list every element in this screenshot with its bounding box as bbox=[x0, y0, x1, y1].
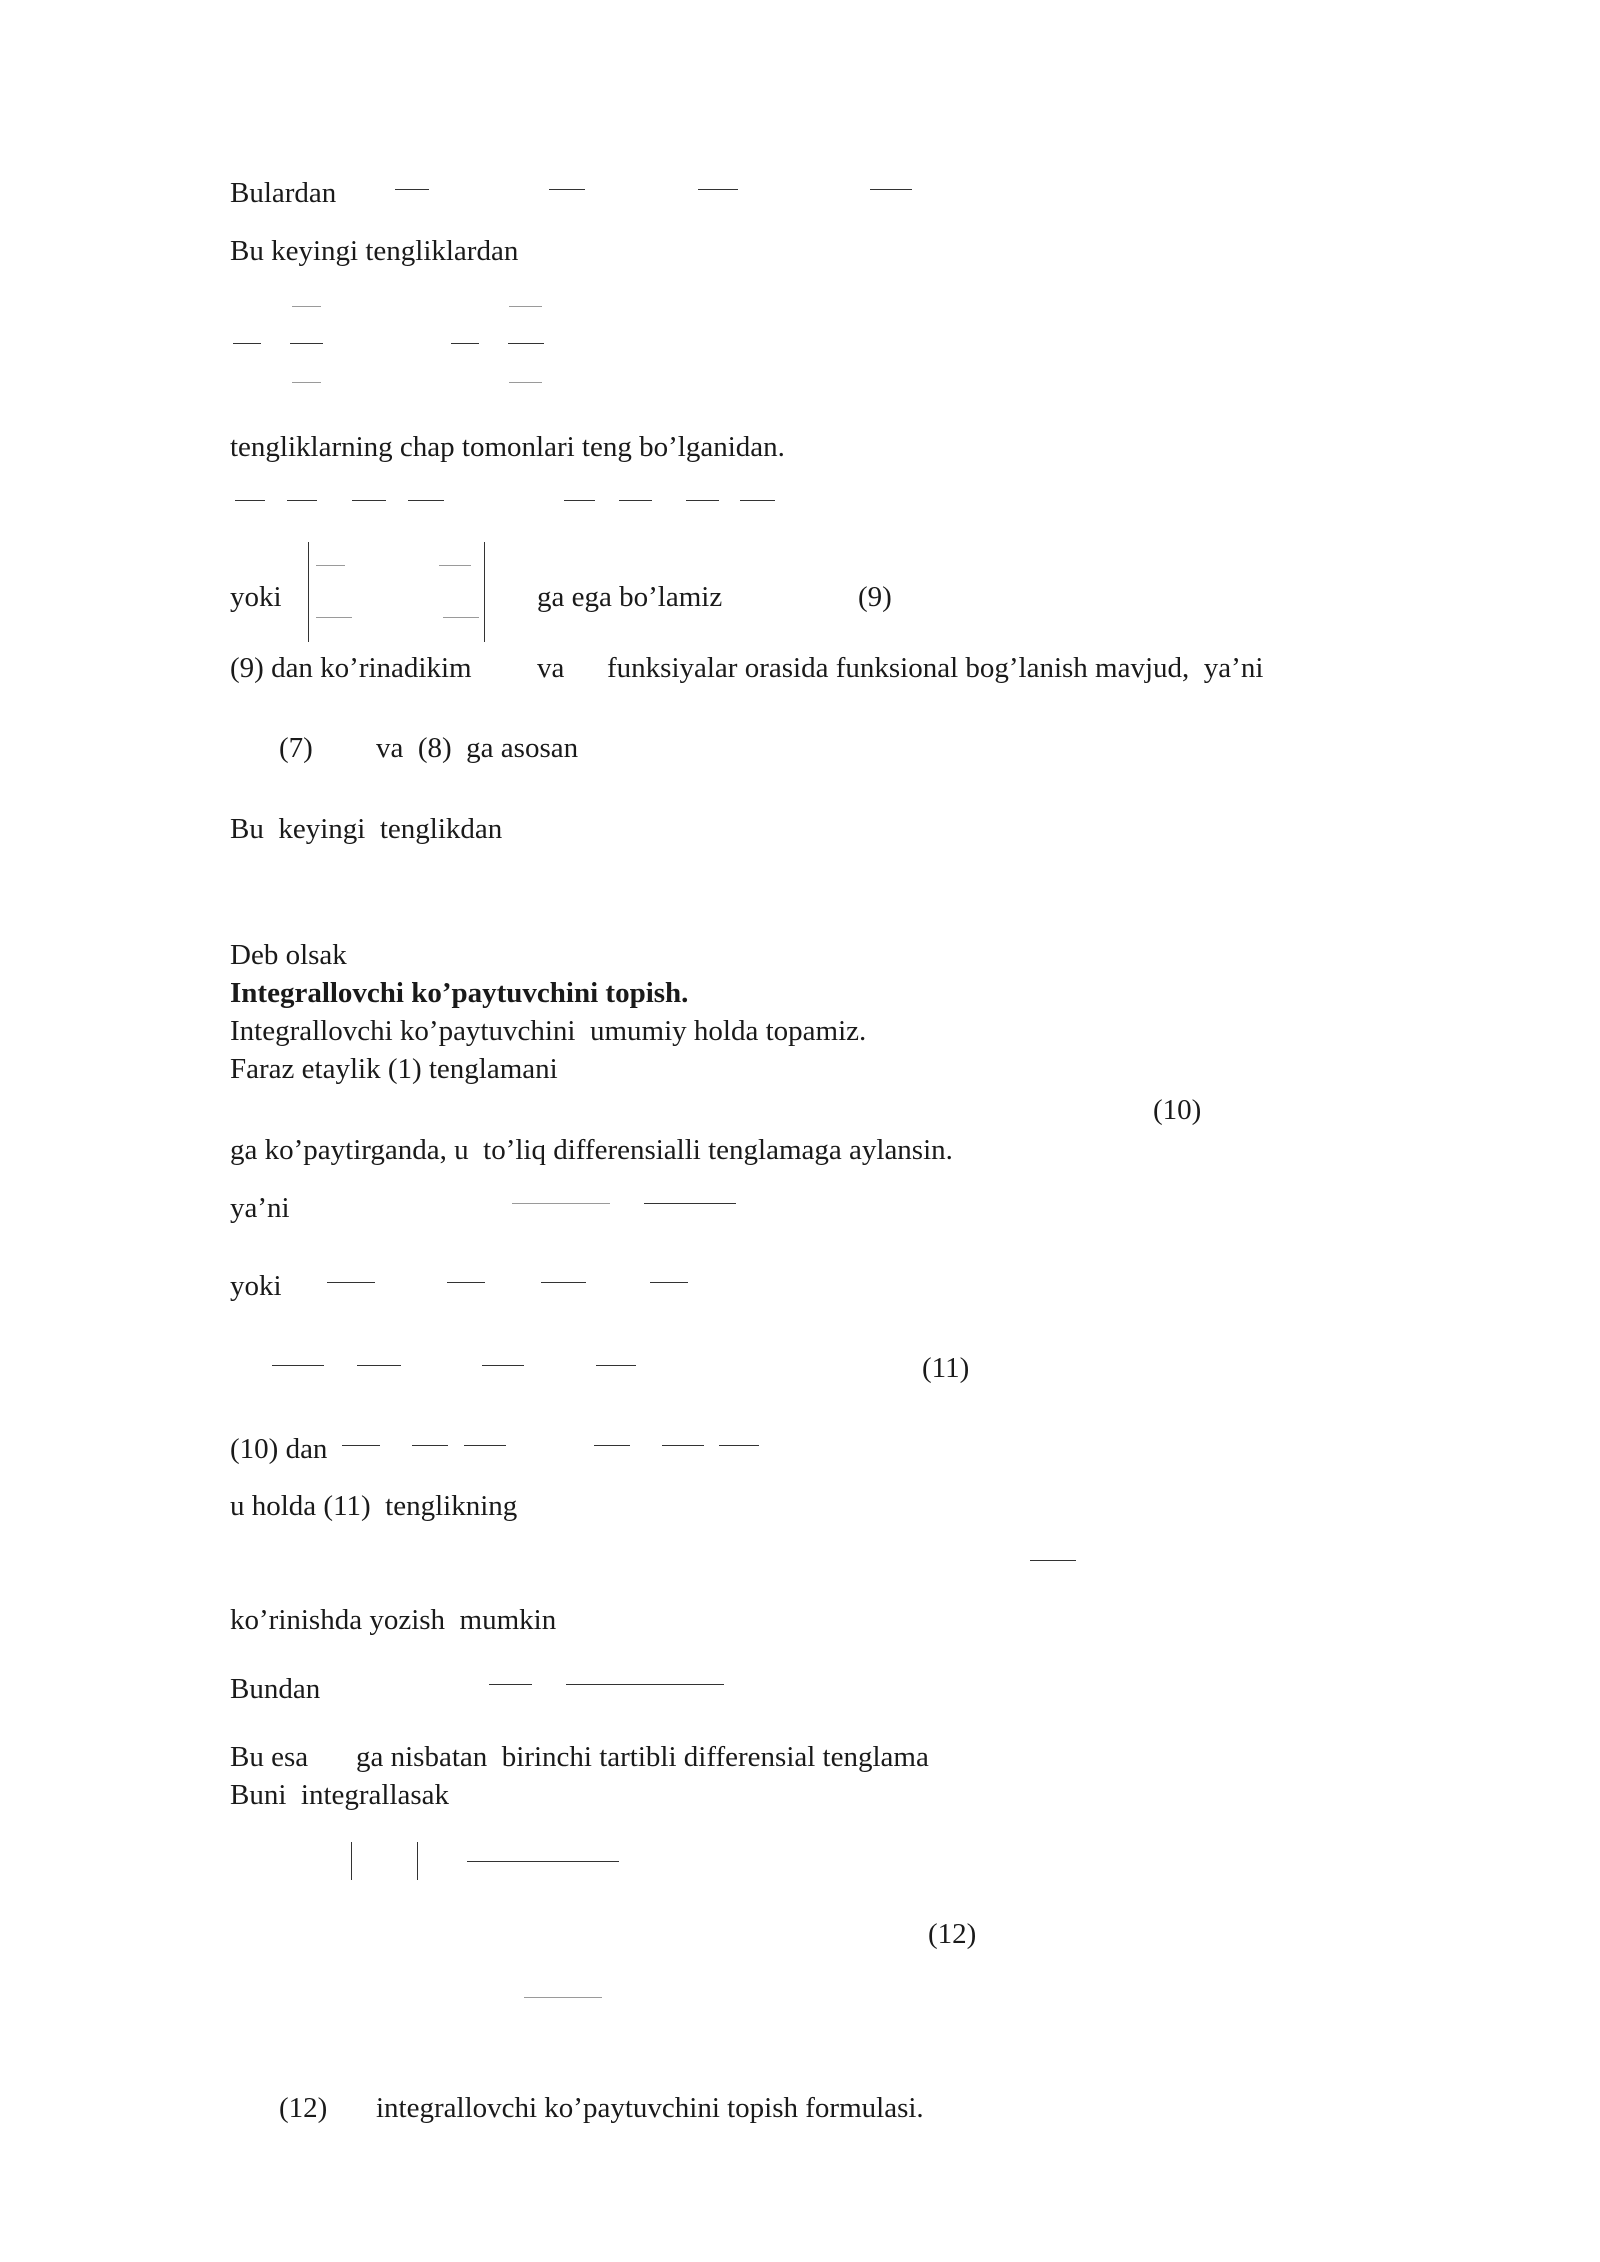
reference-7: (7) bbox=[279, 732, 313, 764]
text-bundan: Bundan bbox=[230, 1673, 321, 1705]
fraction-bar bbox=[467, 1861, 619, 1862]
fraction-bar bbox=[395, 189, 429, 190]
fraction-bar bbox=[352, 500, 386, 501]
fraction-bar bbox=[740, 500, 775, 501]
fraction-bar bbox=[524, 1997, 602, 1998]
text-buni: Buni integrallasak bbox=[230, 1779, 450, 1811]
equation-number-12: (12) bbox=[928, 1918, 977, 1950]
fraction-bar bbox=[619, 500, 652, 501]
fraction-bar bbox=[644, 1203, 736, 1204]
text-va-8: va (8) ga asosan bbox=[376, 732, 579, 764]
text-umumiy: Integrallovchi ko’paytuvchini umumiy holda topamiz. bbox=[230, 1015, 867, 1047]
text-10-dan: (10) dan bbox=[230, 1433, 328, 1465]
fraction-bar bbox=[698, 189, 738, 190]
fraction-bar bbox=[509, 306, 542, 307]
fraction-bar bbox=[564, 500, 595, 501]
text-bu-esa: Bu esa bbox=[230, 1741, 309, 1773]
text-yani: ya’ni bbox=[230, 1192, 290, 1224]
fraction-bar bbox=[870, 189, 912, 190]
fraction-bar bbox=[447, 1282, 485, 1283]
fraction-bar bbox=[316, 617, 352, 618]
fraction-bar bbox=[512, 1203, 610, 1204]
fraction-bar bbox=[290, 343, 323, 344]
fraction-bar bbox=[342, 1445, 380, 1446]
fraction-bar bbox=[596, 1365, 636, 1366]
fraction-bar bbox=[327, 1282, 375, 1283]
text-korinishda: ko’rinishda yozish mumkin bbox=[230, 1604, 557, 1636]
determinant-bar-left bbox=[308, 542, 309, 642]
fraction-bar bbox=[482, 1365, 524, 1366]
determinant-bar-right bbox=[484, 542, 485, 642]
fraction-bar bbox=[443, 617, 479, 618]
text-tengliklarning: tengliklarning chap tomonlari teng bo’lganidan. bbox=[230, 431, 785, 463]
equation-number-9: (9) bbox=[858, 581, 892, 613]
fraction-bar bbox=[412, 1445, 448, 1446]
fraction-bar bbox=[272, 1365, 324, 1366]
absolute-bar-left bbox=[351, 1842, 352, 1880]
text-bu-keyingi-tengliklardan: Bu keyingi tengliklardan bbox=[230, 235, 519, 267]
fraction-bar bbox=[650, 1282, 688, 1283]
text-formulasi: integrallovchi ko’paytuvchini topish formulasi. bbox=[376, 2092, 924, 2124]
fraction-bar bbox=[686, 500, 719, 501]
fraction-bar bbox=[1030, 1560, 1076, 1561]
fraction-bar bbox=[316, 565, 345, 566]
fraction-bar bbox=[357, 1365, 401, 1366]
fraction-bar bbox=[662, 1445, 704, 1446]
absolute-bar-right bbox=[417, 1842, 418, 1880]
fraction-bar bbox=[287, 500, 317, 501]
text-ga-ega-bolamiz: ga ega bo’lamiz bbox=[537, 581, 723, 613]
fraction-bar bbox=[408, 500, 444, 501]
fraction-bar bbox=[594, 1445, 630, 1446]
text-funksiyalar: funksiyalar orasida funksional bog’lanish mavjud, ya’ni bbox=[607, 652, 1264, 684]
equation-number-11: (11) bbox=[922, 1352, 970, 1384]
fraction-bar bbox=[489, 1684, 532, 1685]
fraction-bar bbox=[464, 1445, 506, 1446]
text-deb-olsak: Deb olsak bbox=[230, 939, 347, 971]
text-yoki-2: yoki bbox=[230, 1270, 282, 1302]
text-ga-nisbatan: ga nisbatan birinchi tartibli differensial tenglama bbox=[356, 1741, 929, 1773]
text-bulardan: Bulardan bbox=[230, 177, 337, 209]
fraction-bar bbox=[292, 306, 321, 307]
fraction-bar bbox=[292, 382, 321, 383]
fraction-bar bbox=[549, 189, 585, 190]
fraction-bar bbox=[233, 343, 261, 344]
fraction-bar bbox=[719, 1445, 759, 1446]
text-bu-keyingi-tenglikdan: Bu keyingi tenglikdan bbox=[230, 813, 503, 845]
fraction-bar bbox=[235, 500, 265, 501]
fraction-bar bbox=[451, 343, 479, 344]
text-yoki-1: yoki bbox=[230, 581, 282, 613]
fraction-bar bbox=[439, 565, 471, 566]
text-9-dan: (9) dan ko’rinadikim bbox=[230, 652, 472, 684]
fraction-bar bbox=[509, 382, 542, 383]
section-heading: Integrallovchi ko’paytuvchini topish. bbox=[230, 977, 689, 1009]
fraction-bar bbox=[508, 343, 544, 344]
text-ga-kopaytirganda: ga ko’paytirganda, u to’liq differensialli tenglamaga aylansin. bbox=[230, 1134, 953, 1166]
equation-number-10: (10) bbox=[1153, 1094, 1202, 1126]
text-faraz: Faraz etaylik (1) tenglamani bbox=[230, 1053, 558, 1085]
text-va-1: va bbox=[537, 652, 565, 684]
fraction-bar bbox=[566, 1684, 724, 1685]
fraction-bar bbox=[541, 1282, 586, 1283]
text-u-holda: u holda (11) tenglikning bbox=[230, 1490, 518, 1522]
reference-12: (12) bbox=[279, 2092, 328, 2124]
